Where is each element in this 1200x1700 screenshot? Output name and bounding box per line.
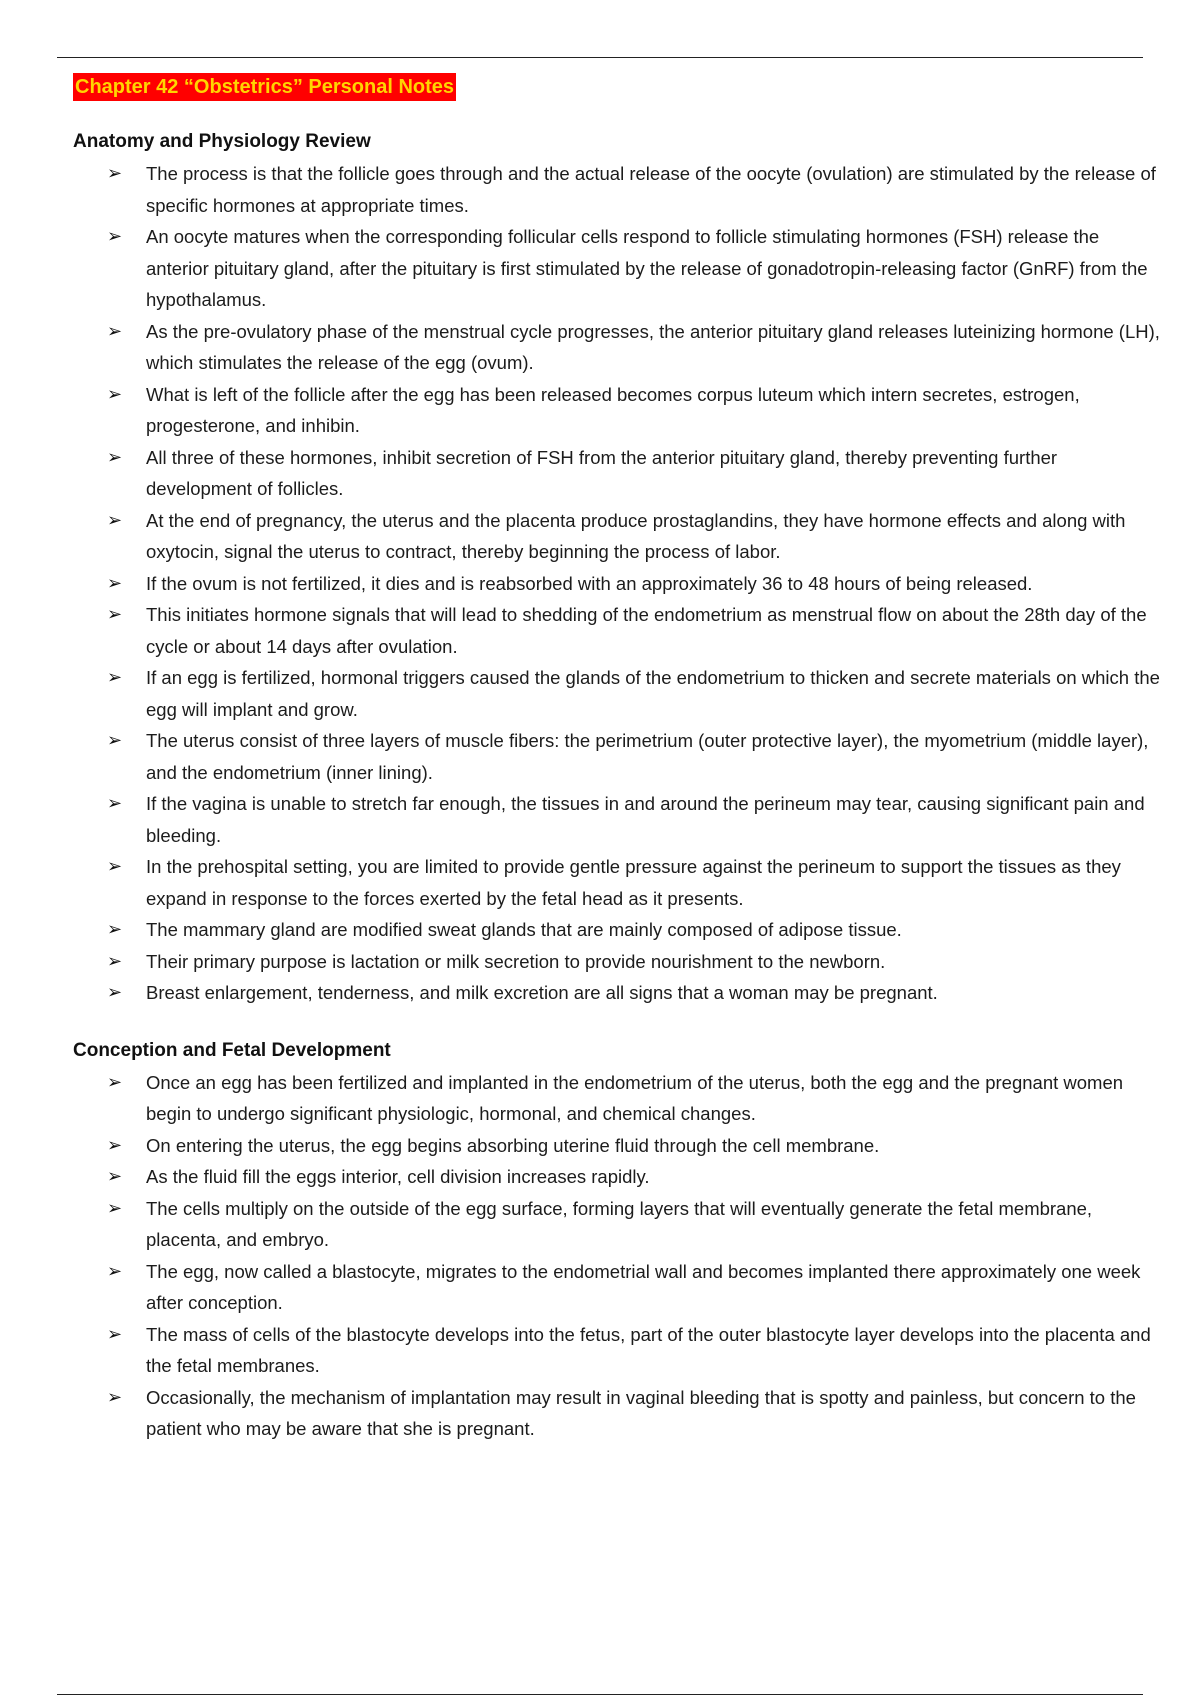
arrowhead-bullet-icon: ➢ bbox=[107, 446, 123, 467]
arrowhead-bullet-icon: ➢ bbox=[107, 163, 123, 183]
list-item bbox=[73, 1130, 1163, 1162]
list-item-text: On entering the uterus, the egg begins absorbing uterine fluid through the cell membrane. bbox=[146, 1134, 880, 1156]
arrowhead-bullet-icon: ➢ bbox=[107, 1197, 123, 1218]
arrowhead-bullet-icon: ➢ bbox=[107, 226, 123, 246]
arrowhead-bullet-icon: ➢ bbox=[107, 950, 123, 971]
list-item bbox=[73, 1193, 1163, 1256]
list-item bbox=[73, 442, 1163, 505]
section-heading: Conception and Fetal Development bbox=[73, 1039, 391, 1061]
arrowhead-bullet-icon: ➢ bbox=[107, 730, 123, 750]
sections-container bbox=[73, 128, 1163, 1445]
document-body bbox=[73, 73, 1163, 1445]
list-item bbox=[73, 599, 1163, 662]
arrowhead-bullet-icon: ➢ bbox=[107, 667, 123, 687]
list-item-text: An oocyte matures when the corresponding follicular cells respond to follicle stimulating hormones (FSH) release the anterior pituitary gland, after the pituitary is first stimulated by the release of gonadotropin-releasing factor (GnRF) from the hypothalamus. bbox=[146, 226, 1148, 310]
list-item-text: The cells multiply on the outside of the egg surface, forming layers that will eventually generate the fetal membrane, placenta, and embryo. bbox=[146, 1197, 1093, 1250]
list-item-text: Their primary purpose is lactation or milk secretion to provide nourishment to the newborn. bbox=[146, 950, 886, 972]
arrowhead-bullet-icon: ➢ bbox=[107, 982, 123, 1002]
notes-section bbox=[73, 1037, 1163, 1445]
arrowhead-bullet-icon: ➢ bbox=[107, 1071, 123, 1092]
notes-section bbox=[73, 128, 1163, 1009]
list-item-text: All three of these hormones, inhibit secretion of FSH from the anterior pituitary gland, thereby preventing further development of follicles. bbox=[146, 446, 1058, 499]
list-item-text: As the fluid fill the eggs interior, cell division increases rapidly. bbox=[146, 1166, 650, 1187]
list-item-text: The mammary gland are modified sweat glands that are mainly composed of adipose tissue. bbox=[146, 919, 902, 940]
section-heading: Anatomy and Physiology Review bbox=[73, 131, 371, 152]
list-item-text: This initiates hormone signals that will lead to shedding of the endometrium as menstrual flow on about the 28th day of the cycle or about 14 days after ovulation. bbox=[146, 604, 1147, 657]
arrowhead-bullet-icon: ➢ bbox=[107, 919, 123, 939]
list-item bbox=[73, 379, 1163, 442]
list-item bbox=[73, 316, 1163, 379]
top-divider bbox=[57, 57, 1143, 58]
list-item bbox=[73, 221, 1163, 316]
list-item bbox=[73, 946, 1163, 978]
arrowhead-bullet-icon: ➢ bbox=[107, 604, 123, 624]
list-item bbox=[73, 505, 1163, 568]
bullet-list bbox=[73, 1067, 1163, 1445]
list-item bbox=[73, 662, 1163, 725]
list-item bbox=[73, 158, 1163, 221]
list-item bbox=[73, 1319, 1163, 1382]
arrowhead-bullet-icon: ➢ bbox=[107, 1260, 123, 1281]
list-item bbox=[73, 914, 1163, 946]
list-item-text: The process is that the follicle goes through and the actual release of the oocyte (ovulation) are stimulated by the release of specific hormones at appropriate times. bbox=[146, 163, 1156, 216]
arrowhead-bullet-icon: ➢ bbox=[107, 1323, 123, 1344]
list-item-text: If the ovum is not fertilized, it dies and is reabsorbed with an approximately 36 to 48 hours of being released. bbox=[146, 572, 1033, 594]
list-item bbox=[73, 1382, 1163, 1445]
list-item-text: Breast enlargement, tenderness, and milk excretion are all signs that a woman may be pregnant. bbox=[146, 982, 938, 1003]
list-item bbox=[73, 1256, 1163, 1319]
arrowhead-bullet-icon: ➢ bbox=[107, 1386, 123, 1407]
arrowhead-bullet-icon: ➢ bbox=[107, 572, 123, 593]
list-item-text: What is left of the follicle after the egg has been released becomes corpus luteum which intern secretes, estrogen, progesterone, and inhibin. bbox=[146, 383, 1080, 436]
list-item-text: At the end of pregnancy, the uterus and the placenta produce prostaglandins, they have hormone effects and along with oxytocin, signal the uterus to contract, thereby beginning the process of labor. bbox=[146, 509, 1126, 562]
list-item bbox=[73, 1067, 1163, 1130]
arrowhead-bullet-icon: ➢ bbox=[107, 320, 123, 341]
list-item bbox=[73, 1161, 1163, 1193]
list-item bbox=[73, 788, 1163, 851]
list-item bbox=[73, 568, 1163, 600]
list-item-text: Occasionally, the mechanism of implantation may result in vaginal bleeding that is spotty and painless, but concern to the patient who may be aware that she is pregnant. bbox=[146, 1386, 1136, 1439]
list-item-text: If an egg is fertilized, hormonal triggers caused the glands of the endometrium to thicken and secrete materials on which the egg will implant and grow. bbox=[146, 667, 1160, 720]
list-item-text: The egg, now called a blastocyte, migrates to the endometrial wall and becomes implanted there approximately one week after conception. bbox=[146, 1260, 1141, 1313]
arrowhead-bullet-icon: ➢ bbox=[107, 856, 123, 876]
list-item-text: As the pre-ovulatory phase of the menstrual cycle progresses, the anterior pituitary gland releases luteinizing hormone (LH), which stimulates the release of the egg (ovum). bbox=[146, 320, 1160, 373]
arrowhead-bullet-icon: ➢ bbox=[107, 509, 123, 530]
list-item-text: In the prehospital setting, you are limited to provide gentle pressure against the perineum to support the tissues as they expand in response to the forces exerted by the fetal head as it presents. bbox=[146, 856, 1121, 909]
list-item-text: If the vagina is unable to stretch far enough, the tissues in and around the perineum may tear, causing significant pain and bleeding. bbox=[146, 793, 1145, 846]
bullet-list bbox=[73, 158, 1163, 1009]
arrowhead-bullet-icon: ➢ bbox=[107, 1166, 123, 1186]
list-item-text: Once an egg has been fertilized and implanted in the endometrium of the uterus, both the egg and the pregnant women begin to undergo significant physiologic, hormonal, and chemical changes. bbox=[146, 1071, 1124, 1124]
arrowhead-bullet-icon: ➢ bbox=[107, 1134, 123, 1155]
arrowhead-bullet-icon: ➢ bbox=[107, 383, 123, 404]
chapter-title: Chapter 42 “Obstetrics” Personal Notes bbox=[73, 73, 456, 101]
bottom-divider bbox=[57, 1694, 1143, 1695]
list-item-text: The mass of cells of the blastocyte develops into the fetus, part of the outer blastocyte layer develops into the placenta and the fetal membranes. bbox=[146, 1323, 1151, 1376]
list-item bbox=[73, 725, 1163, 788]
list-item bbox=[73, 851, 1163, 914]
list-item-text: The uterus consist of three layers of muscle fibers: the perimetrium (outer protective layer), the myometrium (middle layer), and the endometrium (inner lining). bbox=[146, 730, 1149, 783]
arrowhead-bullet-icon: ➢ bbox=[107, 793, 123, 813]
list-item bbox=[73, 977, 1163, 1009]
